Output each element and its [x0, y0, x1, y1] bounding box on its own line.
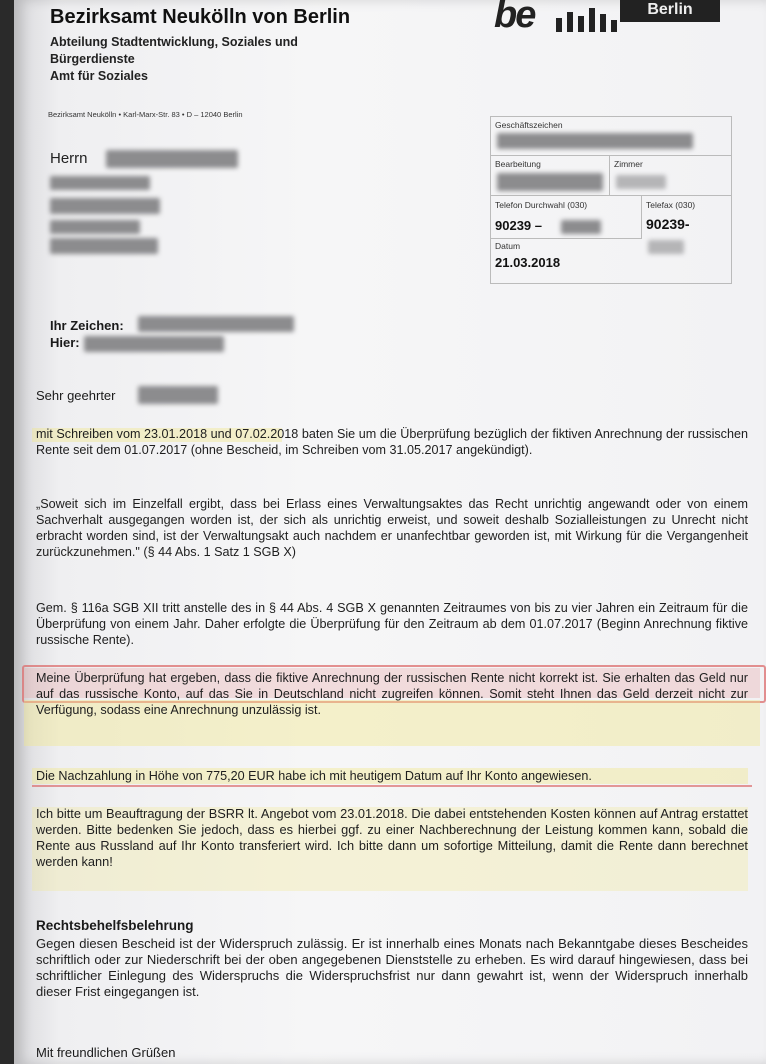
paragraph-request: mit Schreiben vom 23.01.2018 und 07.02.2018 baten Sie um die Überprüfung bezüglich der fiktiven Anrechnung der russischen Rente seit dem 01.07.2017 (ohne Bescheid, im Schreiben vom 31.05.2017 angekündigt).: [36, 427, 748, 457]
rechtsbehelf-title: Rechtsbehelfsbelehrung: [36, 918, 194, 933]
datum-value: 21.03.2018: [495, 255, 561, 270]
ihr-zeichen-label: Ihr Zeichen:: [50, 318, 124, 333]
redacted-address-1: [50, 176, 150, 190]
greeting: Sehr geehrter: [36, 388, 116, 403]
geschaeftszeichen-label: Geschäftszeichen: [495, 120, 563, 130]
geschaeftszeichen-cell: [491, 117, 731, 156]
paragraph-payment: Die Nachzahlung in Höhe von 775,20 EUR habe ich mit heutigem Datum auf Ihr Konto angewiesen.: [36, 769, 592, 783]
closing-line: Mit freundlichen Grüßen: [36, 1045, 176, 1060]
redacted-geschaeftszeichen: [497, 133, 693, 149]
redacted-recipient-name: [106, 150, 238, 168]
letter-page: [14, 0, 766, 1064]
telefon-value: 90239 –: [495, 218, 542, 233]
department-line-3: Amt für Soziales: [50, 69, 148, 83]
paragraph-result: Meine Überprüfung hat ergeben, dass die fiktive Anrechnung der russischen Rente nicht korrekt ist. Sie erhalten das Geld nur auf das russische Konto, auf das Sie in Deutschland nicht zugreifen können. Somit steht Ihnen das Geld derzeit nicht zur Verfügung, sodass eine Anrechnung unzulässig ist.: [36, 671, 748, 717]
logo-bars-icon: [556, 6, 618, 32]
telefax-cell: [642, 196, 731, 282]
datum-label: Datum: [495, 241, 521, 251]
reference-info-box: [490, 116, 732, 284]
redacted-address-3: [50, 220, 140, 234]
redacted-greeting-name: [138, 386, 218, 404]
redacted-hier: [84, 336, 224, 352]
telefax-value: 90239-: [646, 216, 690, 232]
bearbeitung-label: Bearbeitung: [495, 159, 541, 169]
department-line-1: Abteilung Stadtentwicklung, Soziales und: [50, 35, 298, 49]
redacted-ihr-zeichen: [138, 316, 294, 332]
telefon-label: Telefon Durchwahl (030): [495, 200, 588, 210]
redacted-address-2: [50, 198, 160, 214]
hier-label: Hier:: [50, 335, 80, 350]
berlin-logo: [494, 0, 724, 36]
authority-title: Bezirksamt Neukölln von Berlin: [50, 6, 351, 28]
redacted-telefon: [561, 220, 601, 234]
zimmer-label: Zimmer: [614, 159, 643, 169]
redacted-telefax: [648, 240, 684, 254]
bearbeitung-cell: [491, 155, 610, 196]
redacted-zimmer: [616, 175, 666, 189]
redacted-address-4: [50, 238, 158, 254]
paragraph-period: Gem. § 116a SGB XII tritt anstelle des in § 44 Abs. 4 SGB X genannten Zeitraumes von bis zu vier Jahren ein Zeitraum für die Überprüfung von einem Jahr. Daher erfolgte die Überprüfung für den Zeitraum ab dem 01.07.2017 (Beginn Anrechnung fiktive russische Rente).: [36, 601, 748, 647]
datum-cell: [491, 239, 641, 283]
telefax-label: Telefax (030): [646, 200, 696, 210]
paragraph-bsrr: Ich bitte um Beauftragung der BSRR lt. Angebot vom 23.01.2018. Die dabei entstehenden Kosten können auf Antrag erstattet werden. Bitte bedenken Sie jedoch, dass es hierbei ggf. zu einer Nachberechnung der Leistung kommen kann, sobald die Rente aus Russland auf Ihr Konto transferiert wird. Ich bitte dann um sofortige Mitteilung, damit die Rente dann berechnet werden kann!: [36, 806, 748, 869]
recipient-salutation: Herrn: [50, 150, 88, 167]
redacted-bearbeitung: [497, 173, 603, 191]
rechtsbehelf-text: Gegen diesen Bescheid ist der Widerspruch zulässig. Er ist innerhalb eines Monats nach Bekanntgabe dieses Bescheides schriftlich oder zur Niederschrift bei der oben angegebenen Dienststelle zu erheben. Es wird darauf hingewiesen, dass bei schriftlicher Einlegung des Widerspruchs die Widerspruchsfrist nur dann gewahrt ist, wenn der Widerspruch innerhalb dieser Frist eingegangen ist.: [36, 936, 748, 999]
department-line-2: Bürgerdienste: [50, 52, 135, 66]
underline-red: [32, 785, 752, 787]
telefon-cell: [491, 196, 642, 239]
logo-berlin-badge: Berlin: [620, 0, 720, 22]
zimmer-cell: [610, 155, 731, 196]
logo-be-text: be: [494, 0, 535, 36]
paragraph-quote-sgb: „Soweit sich im Einzelfall ergibt, dass bei Erlass eines Verwaltungsaktes das Recht unrichtig angewandt oder von einem Sachverhalt ausgegangen worden ist, der sich als unrichtig erweist, und soweit deshalb Sozialleistungen zu Unrecht nicht erbracht worden sind, ist der Verwaltungsakt auch nachdem er unanfechtbar geworden ist, mit Wirkung für die Vergangenheit zurückzunehmen." (§ 44 Abs. 1 Satz 1 SGB X): [36, 497, 748, 559]
sender-address-line: Bezirksamt Neukölln • Karl-Marx-Str. 83 • D – 12040 Berlin: [48, 110, 243, 119]
